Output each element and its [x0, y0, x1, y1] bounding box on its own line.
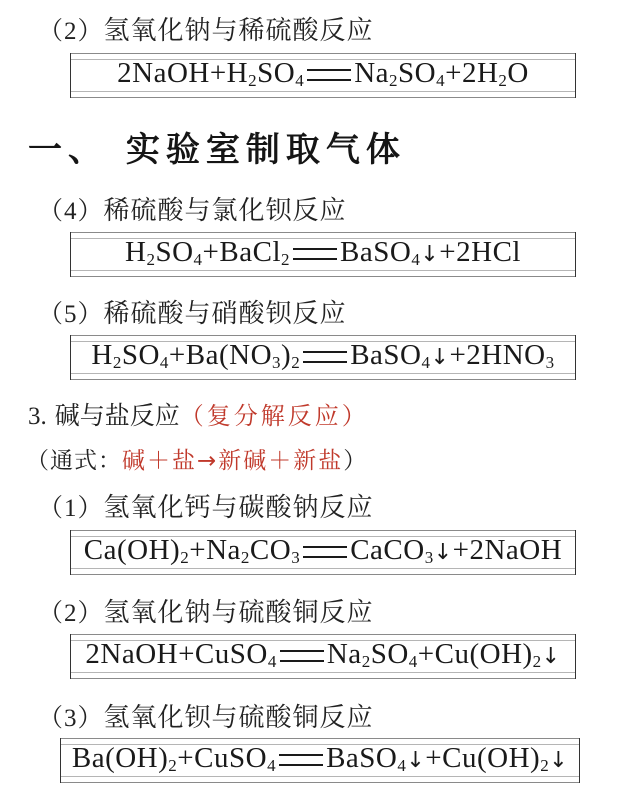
chemical-equation: $H_2SO_4+Ba(NO_3)_2$ $BaSO_4↓+2HNO_3$: [91, 339, 555, 372]
general-formula-close: ）: [343, 448, 368, 474]
section-title: 一、 实验室制取气体: [28, 130, 406, 170]
subsection-note: （复分解反应）: [179, 402, 369, 430]
item-number: （2）: [38, 600, 104, 627]
general-formula-text: 碱＋盐→新碱＋新盐: [122, 448, 344, 474]
item-heading: [38, 697, 374, 734]
item-number: （1）: [38, 495, 104, 522]
chemical-equation: 2NaOH+CuSO$_4$ $Na_2SO_4+Cu(OH)_2↓$: [85, 638, 561, 671]
chemical-equation: $H_2SO_4+BaCl_2$ BaSO$_4$↓+2HCl: [125, 236, 521, 269]
item-label: 稀硫酸与硝酸钡反应: [103, 299, 347, 329]
chemical-equation: $Ca(OH)_2+Na_2CO_3$ CaCO$_3$↓+2NaOH: [83, 534, 563, 567]
item-number: （3）: [38, 705, 104, 732]
chemical-equation: $Ba(OH)_2+CuSO_4$ $BaSO_4↓+Cu(OH)_2↓$: [71, 742, 569, 775]
general-formula: [26, 442, 367, 475]
item-label: 稀硫酸与氯化钡反应: [103, 196, 347, 226]
equation-box: [70, 634, 576, 680]
subsection-label: 碱与盐反应: [54, 401, 180, 430]
equation-box: [60, 738, 580, 784]
equals-sign: [303, 546, 347, 558]
chemical-equation: $2NaOH+H_2SO_4$ $Na_2SO_4+2H_2O$: [117, 57, 529, 90]
item-heading: [38, 190, 347, 227]
item-label: 氢氧化钠与稀硫酸反应: [103, 16, 374, 46]
item-label: 氢氧化钙与碳酸钠反应: [103, 493, 374, 523]
precipitate-arrow-icon: ↓: [420, 242, 440, 267]
item-heading: [38, 10, 374, 47]
subsection-number: 3.: [28, 403, 47, 430]
equals-sign: [280, 650, 324, 662]
equals-sign: [293, 248, 337, 260]
item-label: 氢氧化钠与硫酸铜反应: [103, 598, 374, 628]
item-heading: [38, 487, 374, 524]
equals-sign: [303, 351, 347, 363]
general-formula-open: （通式：: [26, 448, 122, 474]
item-heading: [38, 592, 374, 629]
precipitate-arrow-icon: ↓: [433, 540, 453, 565]
equals-sign: [279, 754, 323, 766]
item-number: （2）: [38, 18, 104, 45]
subsection-title: [28, 396, 369, 432]
precipitate-arrow-icon: ↓: [406, 748, 426, 773]
equation-box: [70, 335, 576, 381]
equation-box: [70, 53, 576, 99]
item-number: （4）: [38, 198, 104, 225]
item-number: （5）: [38, 301, 104, 328]
equals-sign: [307, 69, 351, 81]
item-heading: [38, 293, 347, 330]
equation-box: [70, 232, 576, 278]
precipitate-arrow-icon: ↓: [549, 748, 569, 773]
equation-box: [70, 530, 576, 576]
precipitate-arrow-icon: ↓: [430, 345, 450, 370]
precipitate-arrow-icon: ↓: [541, 644, 561, 669]
item-label: 氢氧化钡与硫酸铜反应: [103, 703, 374, 733]
